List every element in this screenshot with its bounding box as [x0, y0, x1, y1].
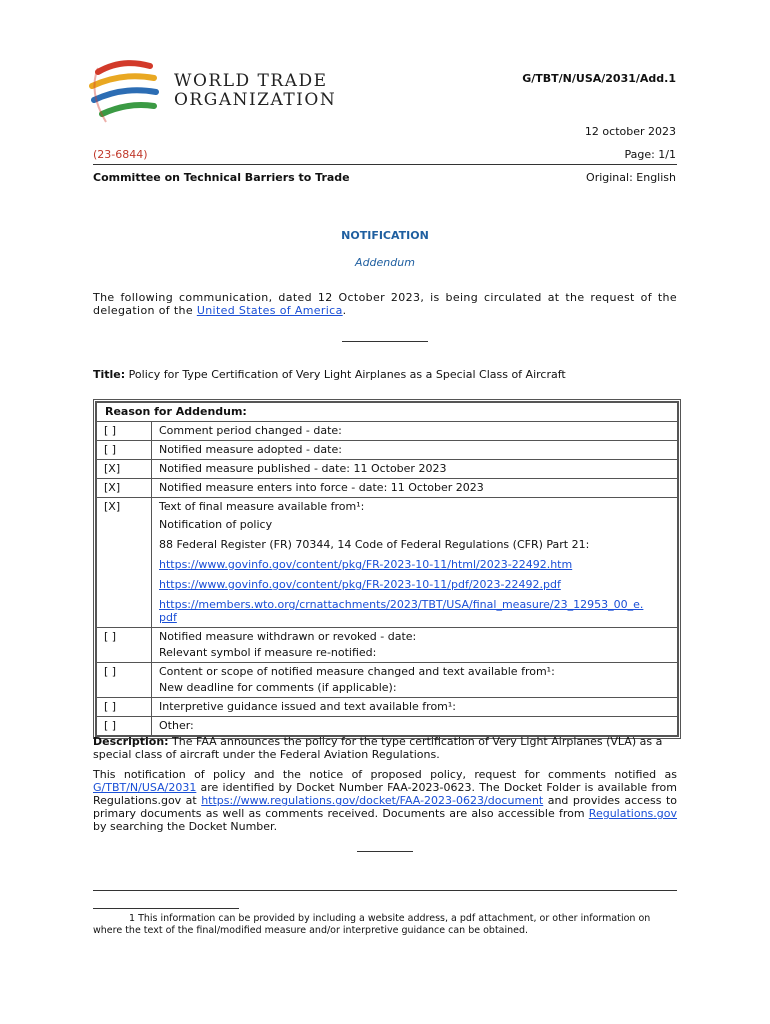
reason-text: Notified measure adopted - date: — [152, 441, 678, 460]
table-row — [97, 498, 678, 628]
reason-text: Notified measure enters into force - date: 11 October 2023 — [152, 479, 678, 498]
docket-text: This notification of policy and the notice of proposed policy, request for comments notified as — [93, 768, 677, 781]
reason-table — [93, 399, 681, 739]
table-row — [97, 422, 678, 441]
govinfo-pdf-link[interactable]: https://www.govinfo.gov/content/pkg/FR-2023-10-11/pdf/2023-22492.pdf — [159, 578, 561, 591]
member-link[interactable]: United States of America — [196, 304, 343, 317]
table-row — [97, 479, 678, 498]
title-label: Title: — [93, 368, 126, 381]
docket-paragraph — [93, 768, 677, 833]
description-text: The FAA announces the policy for the type certification of Very Light Airplanes (VLA) as a special class of aircraft under the Federal Aviation Regulations. — [93, 735, 663, 761]
wto-attachment-link[interactable] — [159, 598, 670, 624]
document-symbol: G/TBT/N/USA/2031/Add.1 — [522, 72, 676, 85]
reason-text: Interpretive guidance issued and text available from¹: — [152, 698, 678, 717]
checkbox-mark: [ ] — [97, 422, 152, 441]
checkbox-mark: [X] — [97, 498, 152, 628]
original-language: Original: English — [586, 171, 676, 184]
notification-symbol-link[interactable]: G/TBT/N/USA/2031 — [93, 781, 197, 794]
checkbox-mark: [ ] — [97, 717, 152, 736]
reason-text: Notified measure withdrawn or revoked - date: — [159, 630, 417, 643]
reference-number: (23-6844) — [93, 148, 148, 161]
checkbox-mark: [X] — [97, 479, 152, 498]
regulations-gov-link[interactable]: Regulations.gov — [588, 807, 677, 820]
wto-logo — [84, 56, 337, 128]
checkbox-mark: [X] — [97, 460, 152, 479]
section-divider — [342, 341, 428, 342]
committee-name: Committee on Technical Barriers to Trade — [93, 171, 350, 184]
final-text-label: Text of final measure available from¹: — [159, 500, 365, 513]
docket-text: are identified by Docket Number FAA-2023-0623. The Docket Folder is available from Regulations.gov at — [93, 781, 677, 807]
table-row — [97, 441, 678, 460]
table-row — [97, 663, 678, 698]
org-name-line2: ORGANIZATION — [174, 90, 337, 110]
description-paragraph — [93, 735, 677, 761]
reason-text: Comment period changed - date: — [152, 422, 678, 441]
intro-text: The following communication, dated 12 October 2023, is being circulated at the request of the delegation of the — [93, 291, 677, 317]
page-number: Page: 1/1 — [624, 148, 676, 161]
footnote-rule — [93, 908, 239, 909]
table-row — [97, 628, 678, 663]
reason-text: Relevant symbol if measure re-notified: — [159, 646, 377, 659]
header-rule — [93, 164, 677, 165]
title-line — [93, 368, 566, 381]
end-divider — [357, 851, 413, 852]
addendum-subheading: Addendum — [355, 256, 415, 269]
notification-heading: NOTIFICATION — [341, 229, 429, 242]
docket-text: and provides access to primary documents as well as comments received. Documents are also accessible from — [93, 794, 677, 820]
reason-text: Content or scope of notified measure changed and text available from¹: — [159, 665, 555, 678]
reason-heading: Reason for Addendum: — [97, 403, 678, 422]
intro-paragraph — [93, 291, 677, 317]
document-date: 12 october 2023 — [584, 125, 676, 138]
wto-attachment-link-line1: https://members.wto.org/crnattachments/2023/TBT/USA/final_measure/23_12953_00_e. — [159, 598, 644, 611]
table-row — [97, 717, 678, 736]
footnote: 1 This information can be provided by including a website address, a pdf attachment, or other information on where the text of the final/modified measure and/or interpretive guidance can be obtained. — [93, 913, 651, 936]
intro-end: . — [342, 304, 347, 317]
reason-text: Notified measure published - date: 11 October 2023 — [152, 460, 678, 479]
checkbox-mark: [ ] — [97, 441, 152, 460]
docket-text: by searching the Docket Number. — [93, 820, 278, 833]
checkbox-mark: [ ] — [97, 663, 152, 698]
table-row — [97, 460, 678, 479]
title-text: Policy for Type Certification of Very Light Airplanes as a Special Class of Aircraft — [128, 368, 566, 381]
regulations-docket-link[interactable]: https://www.regulations.gov/docket/FAA-2023-0623/document — [201, 794, 544, 807]
notice-type: Notification of policy — [159, 518, 273, 531]
checkbox-mark: [ ] — [97, 698, 152, 717]
reason-text: New deadline for comments (if applicable): — [159, 681, 397, 694]
table-row — [97, 698, 678, 717]
reason-text: Other: — [152, 717, 678, 736]
federal-register-citation: 88 Federal Register (FR) 70344, 14 Code of Federal Regulations (CFR) Part 21: — [159, 538, 590, 551]
org-name-line1: WORLD TRADE — [174, 71, 328, 91]
govinfo-html-link[interactable]: https://www.govinfo.gov/content/pkg/FR-2023-10-11/html/2023-22492.htm — [159, 558, 573, 571]
checkbox-mark: [ ] — [97, 628, 152, 663]
description-label: Description: — [93, 735, 169, 748]
footer-rule — [93, 890, 677, 891]
wto-attachment-link-line2: pdf — [159, 611, 177, 624]
wto-emblem-icon — [84, 56, 164, 128]
